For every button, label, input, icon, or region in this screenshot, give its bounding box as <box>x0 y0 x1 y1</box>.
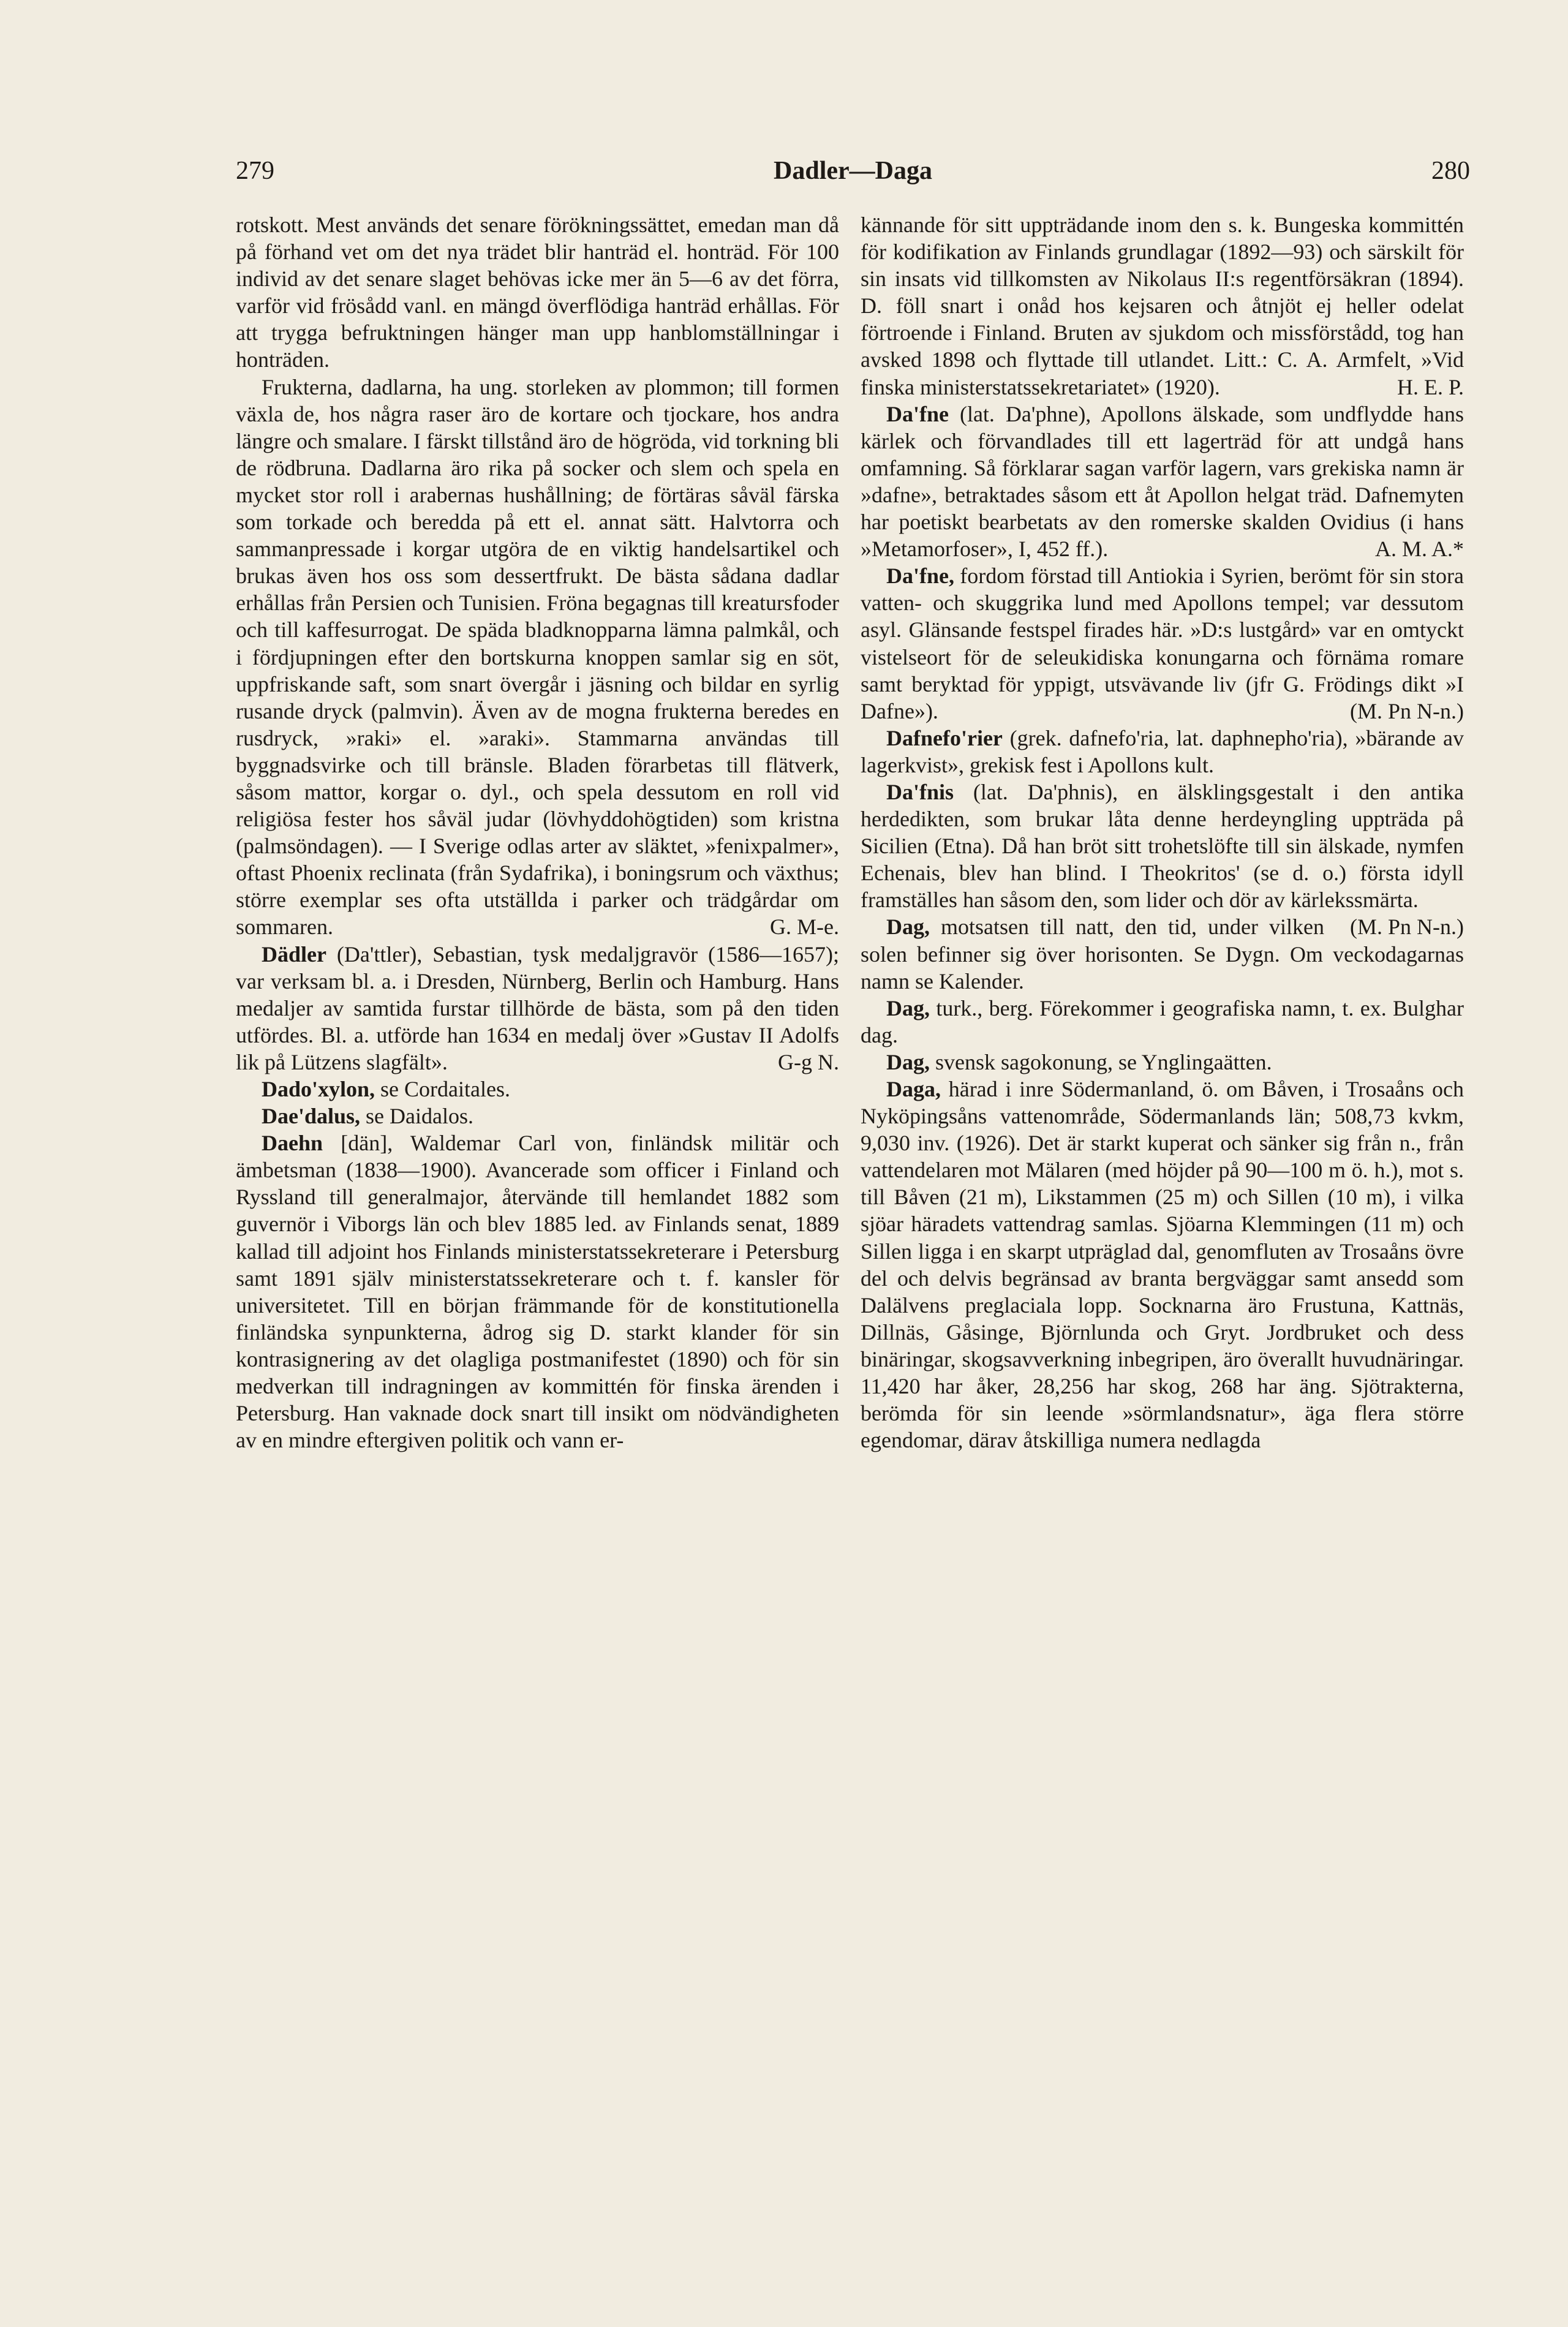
entry-signature: A. M. A.* <box>1374 537 1464 562</box>
entry-headword: Daehn <box>262 1131 323 1156</box>
entry-headword: Da'fne, <box>886 564 954 589</box>
entry-paragraph <box>236 211 839 374</box>
entry-text: fordom förstad till Antiokia i Syrien, berömt för sin stora vatten- och skuggrika lund med Apollons tempel; var dessutom asyl. Glänsande festspel firades här. »D:s lustgård» var en omtyckt vistelseort för de seleukidiska konungarna och förnäma romare samt beryktad för yppigt, utsvävande liv (jfr G. Frödings dikt »I Dafne»). <box>861 564 1464 723</box>
entry-headword: Dag, <box>886 1049 930 1074</box>
entry-text: se Daidalos. <box>360 1104 474 1129</box>
entry-signature: (M. Pn N-n.) <box>1350 915 1464 940</box>
page-header <box>236 156 1470 193</box>
entry-text: kännande för sitt uppträdande inom den s. k. Bungeska kommittén för kodifikation av Finlands grundlagar (1892—93) och särskilt för sin insats vid tillkomsten av Nikolaus II:s regentförsäkran (1894). D. föll snart i onåd hos kejsaren och åtnjöt ej heller odelat förtroende i Finland. Bruten av sjukdom och missförstådd, tog han avsked 1898 och flyttade till utlandet. Litt.: C. A. Armfelt, »Vid finska ministerstatssekretariatet» (1920). <box>861 213 1464 399</box>
right-column <box>861 211 1464 1454</box>
entry-text: (grek. dafnefo'ria, lat. daphnepho'ria), »bärande av lagerkvist», grekisk fest i Apollons kult. <box>861 725 1464 777</box>
entry-signature: (M. Pn N-n.) <box>1350 698 1464 723</box>
entry-text: svensk sagokonung, se Ynglingaätten. <box>930 1049 1272 1074</box>
entry-text: (lat. Da'phnis), en älsklingsgestalt i den antika herdedikten, som brukar låta denne herdeyngling uppträda på Sicilien (Etna). Då han bröt sitt trohetslöfte till sin älskade, nymfen Echenais, blev han blind. I Theokritos' (se d. o.) första idyll framställes han såsom den, som lider och dör av kärlekssmärta. <box>861 779 1464 913</box>
entry-text: motsatsen till natt, den tid, under vilken solen befinner sig över horisonten. Se Dygn. Om veckodagarnas namn se Kalender. <box>861 915 1464 994</box>
entry-paragraph <box>236 941 839 1076</box>
page-number-left: 279 <box>236 157 274 185</box>
entry-signature: H. E. P. <box>1396 374 1464 399</box>
entry-paragraph <box>236 1076 839 1103</box>
entry-paragraph <box>861 211 1464 401</box>
running-title: Dadler—Daga <box>774 157 932 185</box>
entry-paragraph <box>236 1103 839 1130</box>
left-column <box>236 211 839 1454</box>
entry-headword: Dado'xylon, <box>262 1077 375 1101</box>
entry-text: (lat. Da'phne), Apollons älskade, som undflydde hans kärlek och förvandlades till ett lagerträd för att undgå hans omfamning. Så förklarar sagan varför lagern, vars grekiska namn är »dafne», betraktades såsom ett åt Apollon helgat träd. Dafnemyten har poetiskt bearbetats av den romerske skalden Ovidius (i hans »Metamorfoser», I, 452 ff.). <box>861 401 1464 562</box>
entry-headword: Dag, <box>886 995 930 1020</box>
entry-text: turk., berg. Förekommer i geografiska namn, t. ex. Bulghar dag. <box>861 995 1464 1047</box>
entry-text: se Cordaitales. <box>375 1077 510 1101</box>
entry-paragraph <box>861 1049 1464 1076</box>
entry-paragraph <box>861 1076 1464 1454</box>
entry-paragraph <box>861 995 1464 1049</box>
entry-headword: Dafnefo'rier <box>886 725 1003 750</box>
entry-text: härad i inre Södermanland, ö. om Båven, i Trosaåns och Nyköpingsåns vattenområde, Södermanlands län; 508,73 kvkm, 9,030 inv. (1926). Det är starkt kuperat och sänker sig från n., från vattendelaren mot Mälaren (med höjder på 90—100 m ö. h.), mot s. till Båven (21 m), Likstammen (25 m) och Sillen (10 m), i vilka sjöar häradets vattendrag samlas. Sjöarna Klemmingen (11 m) och Sillen ligga i en skarpt utpräglad dal, genomfluten av Trosaåns övre del och delvis begränsad av branta bergväggar samt ansedd som Dalälvens preglaciala lopp. Socknarna äro Frustuna, Kattnäs, Dillnäs, Gåsinge, Björnlunda och Gryt. Jordbruket och dess binäringar, skogsavverkning inbegripen, äro överallt huvudnäringar. 11,420 har åker, 28,256 har skog, 268 har äng. Sjötrakterna, berömda för sin leende »sörmlandsnatur», äga flera större egendomar, därav åtskilliga numera nedlagda <box>861 1077 1464 1453</box>
entry-headword: Daga, <box>886 1077 941 1101</box>
entry-text: (Da'ttler), Sebastian, tysk medaljgravör (1586—1657); var verksam bl. a. i Dresden, Nürnberg, Berlin och Hamburg. Hans medaljer av samtida furstar tillhörde de bästa, som på den tiden utfördes. Bl. a. utförde han 1634 en medalj över »Gustav II Adolfs lik på Lützens slagfält». <box>236 941 839 1074</box>
page-number-right: 280 <box>1431 157 1470 185</box>
entry-headword: Dae'dalus, <box>262 1104 361 1129</box>
entry-headword: Da'fne <box>886 401 949 426</box>
entry-paragraph <box>861 725 1464 779</box>
entry-headword: Dädler <box>262 941 326 967</box>
entry-text: rotskott. Mest används det senare förökningssättet, emedan man då på förhand vet om det nya trädet blir hanträd el. honträd. För 100 individ av det senare slaget behövas icke mer än 5—6 av det förra, varför vid frösådd vanl. en mängd överflödiga hanträd erhållas. För att trygga befruktningen hänger man upp hanblomställningar i honträden. <box>236 213 839 372</box>
entry-signature: G-g N. <box>778 1049 839 1074</box>
entry-headword: Dag, <box>886 915 930 940</box>
entry-text: Frukterna, dadlarna, ha ung. storleken av plommon; till formen växla de, hos några raser äro de kortare och tjockare, hos andra längre och smalare. I färskt tillstånd äro de högröda, vid torkning bli de rödbruna. Dadlarna äro rika på socker och slem och spela en mycket stor roll i arabernas hushållning; de förtäras såväl färska som torkade och beredda på ett el. annat sätt. Halvtorra och sammanpressade i korgar utgöra de en viktig handelsartikel och brukas även hos oss som dessertfrukt. De bästa sådana dadlar erhållas från Persien och Tunisien. Fröna begagnas till kreatursfoder och till kaffesurrogat. De späda bladknopparna lämna palmkål, och i fördjupningen efter den bortskurna knoppen samlar sig en söt, uppfriskande saft, som snart övergår i jäsning och bildar en syrlig rusande dryck (palmvin). Även av de mogna frukterna beredes en rusdryck, »raki» el. »araki». Stammarna användas till byggnadsvirke och till bränsle. Bladen förarbetas till flätverk, såsom mattor, korgar o. dyl., och spela dessutom en roll vid religiösa fester hos såväl judar (lövhyddohögtiden) som kristna (palmsöndagen). — I Sverige odlas arter av släktet, »fenixpalmer», oftast Phoenix reclinata (från Sydafrika), i boningsrum och växthus; större exemplar ses ofta utställda i parker och trädgårdar om sommaren. <box>236 374 839 940</box>
entry-text: [dän], Waldemar Carl von, finländsk militär och ämbetsman (1838—1900). Avancerade som officer i Finland och Ryssland till generalmajor, återvände till hemlandet 1882 som guvernör i Viborgs län och blev 1885 led. av Finlands senat, 1889 kallad till adjoint hos Finlands ministerstatssekreterare i Petersburg samt 1891 själv ministerstatssekreterare och t. f. kansler för universitetet. Till en början främmande för de konstitutionella finländska synpunkterna, ådrog sig D. starkt klander för sin kontrasignering av det olagliga postmanifestet (1890) och för sin medverkan till indragningen av kommittén för finska ärenden i Petersburg. Han vaknade dock snart till insikt om nödvändigheten av en mindre eftergiven politik och vann er- <box>236 1131 839 1453</box>
entry-paragraph <box>236 374 839 941</box>
entry-paragraph <box>861 562 1464 725</box>
entry-paragraph <box>236 1130 839 1454</box>
entry-headword: Da'fnis <box>886 779 954 804</box>
entry-signature: G. M-e. <box>770 915 839 940</box>
entry-paragraph <box>861 401 1464 563</box>
